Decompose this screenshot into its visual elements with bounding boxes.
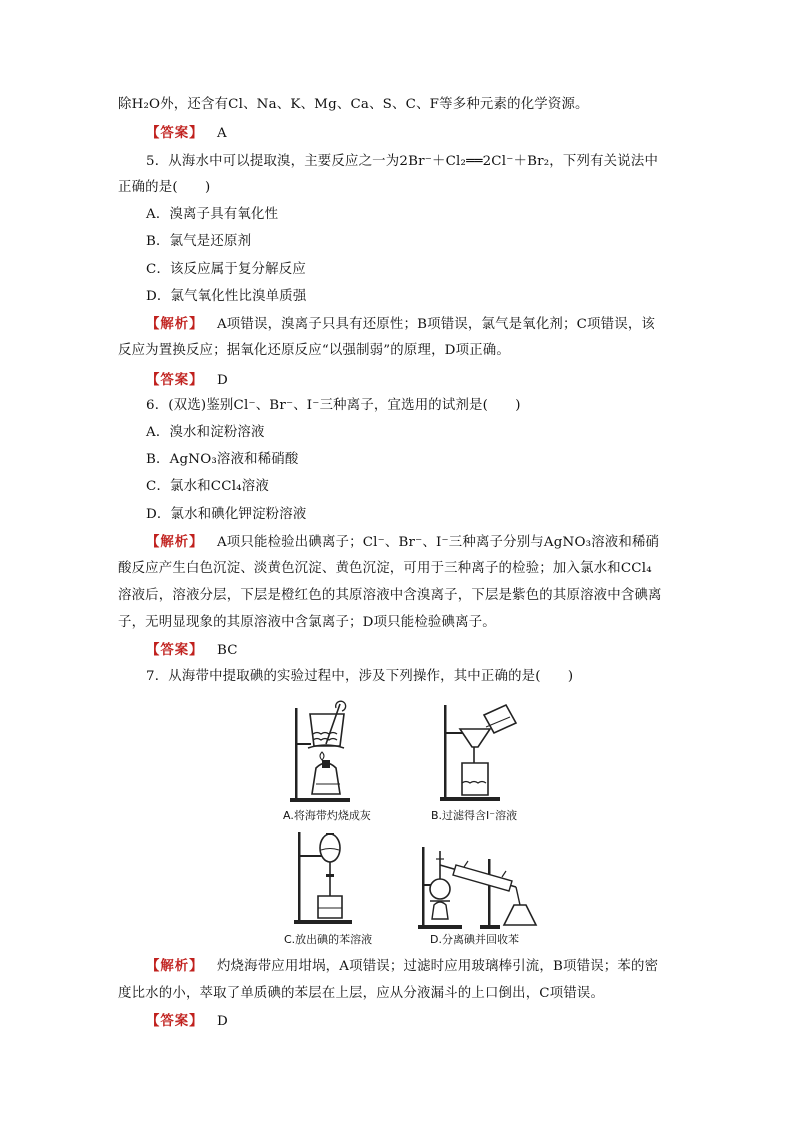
caption-a: A.将海带灼烧成灰 — [283, 809, 371, 822]
caption-c: C.放出碘的苯溶液 — [284, 933, 373, 946]
intro-line: 除H₂O外，还含有Cl、Na、K、Mg、Ca、S、C、F等多种元素的化学资源。 — [118, 97, 589, 112]
analysis-label: 【解析】 — [146, 958, 204, 974]
q6-answer-line — [146, 641, 706, 660]
figure-d-distillation — [416, 845, 540, 931]
analysis-label: 【解析】 — [146, 534, 204, 550]
q5-analysis-2: 反应为置换反应；据氧化还原反应“以强制弱”的原理，D项正确。 — [118, 343, 510, 358]
q5-stem-1: 5．从海水中可以提取溴，主要反应之一为2Br⁻＋Cl₂══2Cl⁻＋Br₂，下列有关说法中 — [146, 154, 659, 169]
q4-answer-line — [146, 124, 706, 143]
caption-b: B.过滤得含I⁻溶液 — [431, 809, 518, 822]
figure-c-separatory-funnel — [290, 830, 360, 930]
figure-a-burning — [288, 700, 358, 805]
q6-analysis-3: 溶液后，溶液分层，下层是橙红色的其原溶液中含溴离子，下层是紫色的其原溶液中含碘离 — [118, 588, 662, 603]
q5-analysis-1 — [146, 315, 706, 334]
q4-answer: A — [216, 126, 227, 141]
q6-option-d: D．氯水和碘化钾淀粉溶液 — [146, 507, 307, 522]
q6-option-a: A．溴水和淀粉溶液 — [146, 425, 265, 440]
q7-analysis-1 — [146, 957, 706, 976]
q7-answer: D — [216, 1014, 228, 1029]
analysis-label: 【解析】 — [146, 316, 204, 332]
caption-d: D.分离碘并回收苯 — [430, 933, 519, 946]
q6-analysis-text-1: A项只能检验出碘离子；Cl⁻、Br⁻、I⁻三种离子分别与AgNO₃溶液和稀硝 — [216, 535, 660, 550]
q6-stem: 6．(双选)鉴别Cl⁻、Br⁻、I⁻三种离子，宜选用的试剂是( ) — [146, 398, 521, 413]
q6-analysis-1 — [146, 533, 706, 552]
q7-analysis-text-1: 灼烧海带应用坩埚，A项错误；过滤时应用玻璃棒引流，B项错误；苯的密 — [216, 959, 659, 974]
q7-analysis-2: 度比水的小，萃取了单质碘的苯层在上层，应从分液漏斗的上口倒出，C项错误。 — [118, 986, 605, 1001]
q7-stem: 7．从海带中提取碘的实验过程中，涉及下列操作，其中正确的是( ) — [146, 669, 574, 684]
q6-option-b: B．AgNO₃溶液和稀硝酸 — [146, 452, 299, 467]
q5-option-c: C．该反应属于复分解反应 — [146, 262, 306, 277]
q6-answer: BC — [216, 643, 238, 658]
q5-analysis-text-1: A项错误，溴离子只具有还原性；B项错误，氯气是氧化剂；C项错误，该 — [216, 317, 656, 332]
answer-label: 【答案】 — [146, 125, 204, 141]
answer-label: 【答案】 — [146, 372, 204, 388]
figure-b-filtration — [432, 703, 524, 803]
q5-option-d: D．氯气氧化性比溴单质强 — [146, 289, 307, 304]
q5-answer: D — [216, 373, 228, 388]
q5-stem-2: 正确的是( ) — [118, 180, 211, 195]
q5-answer-line — [146, 371, 706, 390]
q5-option-a: A．溴离子具有氧化性 — [146, 207, 279, 222]
q6-analysis-4: 子，无明显现象的其原溶液中含氯离子；D项只能检验碘离子。 — [118, 615, 496, 630]
q6-option-c: C．氯水和CCl₄溶液 — [146, 479, 269, 494]
q7-answer-line — [146, 1012, 706, 1031]
answer-label: 【答案】 — [146, 642, 204, 658]
q5-option-b: B．氯气是还原剂 — [146, 234, 252, 249]
answer-label: 【答案】 — [146, 1013, 204, 1029]
q6-analysis-2: 酸反应产生白色沉淀、淡黄色沉淀、黄色沉淀，可用于三种离子的检验；加入氯水和CCl₄ — [118, 561, 652, 576]
